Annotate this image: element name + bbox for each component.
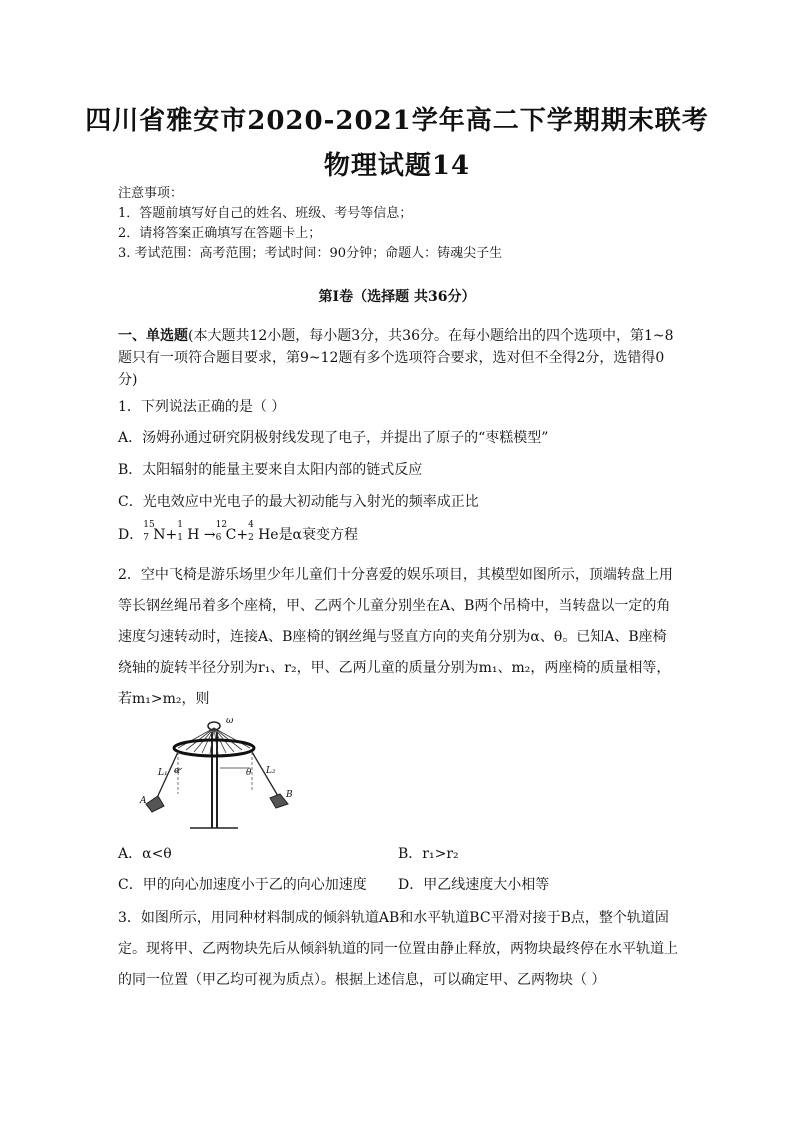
notes-heading: 注意事项： [118, 186, 184, 201]
exam-title-line1: 四川省雅安市2020-2021学年高二下学期期末联考 [85, 106, 709, 136]
q1-option-a: A．汤姆孙通过研究阴极射线发现了电子，并提出了原子的“枣糕模型” [118, 430, 549, 446]
label-a: A [140, 796, 147, 806]
instructions-lead: 一、单选题 [118, 328, 188, 344]
notes-item: 2．请将答案正确填写在答题卡上； [118, 226, 322, 241]
q1-option-d-prefix: D． [118, 527, 144, 543]
notes-item: 3. 考试范围：高考范围；考试时间：90分钟；命题人：铸魂尖子生 [118, 246, 503, 261]
q2-option-b: B．r₁>r₂ [398, 846, 459, 862]
instructions-text: (本大题共12小题，每小题3分，共36分。在每小题给出的四个选项中，第1~8题只有一项符合题目要求，第9~12题有多个选项符合要求，选对但不全得2分，选错得0分) [118, 328, 674, 388]
q1-option-b: B．太阳辐射的能量主要来自太阳内部的链式反应 [118, 462, 423, 478]
nuclear-equation: 15 7 N+ 1 1 H → 12 6 C+ 4 2 He [143, 520, 279, 543]
label-l2: L₂ [266, 766, 276, 776]
q1-option-c: C．光电效应中光电子的最大初动能与入射光的频率成正比 [118, 494, 479, 510]
notes-block [118, 184, 502, 264]
q2-stem: 2．空中飞椅是游乐场里少年儿童们十分喜爱的娱乐项目，其模型如图所示，顶端转盘上用等长钢丝绳吊着多个座椅，甲、乙两个儿童分别坐在A、B两个吊椅中，当转盘以一定的角速度匀速转动时，连接A、B座椅的钢丝绳与竖直方向的夹角分别为α、θ。已知A、B座椅绕轴的旋转半径分别为r₁、r₂，甲、乙两儿童的质量分别为m₁、m₂，两座椅的质量相等，若m₁>m₂，则 [118, 567, 673, 707]
q1-option-d [118, 520, 359, 544]
label-theta: θ [246, 768, 252, 778]
q3-stem: 3．如图所示，用同种材料制成的倾斜轨道AB和水平轨道BC平滑对接于B点，整个轨道固定。现将甲、乙两物块先后从倾斜轨道的同一位置由静止释放，两物块最终停在水平轨道上的同一位置（甲乙均可视为质点）。根据上述信息，可以确定甲、乙两物块（ ） [118, 910, 678, 988]
instructions [118, 325, 678, 391]
q2-option-a: A．α<θ [118, 846, 172, 862]
section-title: 第I卷（选择题 共36分） [318, 289, 476, 305]
notes-item: 1．答题前填写好自己的姓名、班级、考号等信息； [118, 206, 413, 221]
label-alpha: α [174, 766, 181, 776]
q2-option-d: D．甲乙线速度大小相等 [398, 877, 550, 893]
q2-option-c: C．甲的向心加速度小于乙的向心加速度 [118, 877, 367, 893]
label-omega: ω [226, 716, 234, 726]
swing-ride-figure [138, 716, 308, 836]
label-b: B [286, 790, 293, 800]
q1-stem: 1．下列说法正确的是（ ） [118, 399, 286, 415]
q1-option-d-suffix: 是α衰变方程 [278, 527, 359, 543]
label-l1: L₁ [158, 768, 168, 778]
exam-title-line2: 物理试题14 [323, 151, 471, 181]
